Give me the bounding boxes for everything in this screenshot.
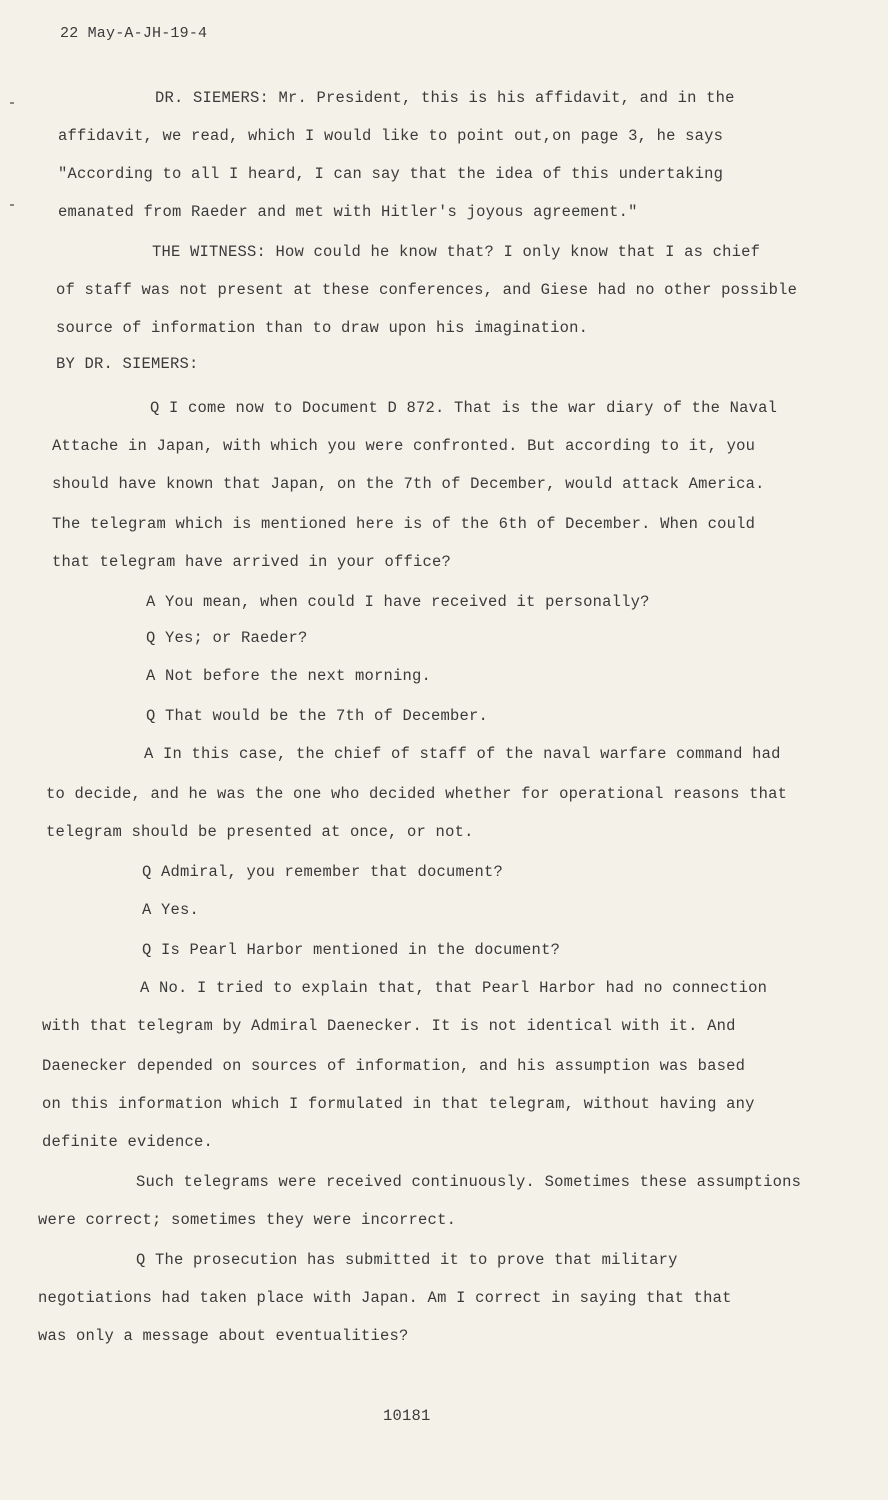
text-line: "According to all I heard, I can say that the idea of this undertaking [58, 165, 724, 183]
text-line: Such telegrams were received continuously. Sometimes these assumptions [136, 1173, 802, 1191]
page-number: 10181 [383, 1407, 431, 1425]
text-line: Q Yes; or Raeder? [146, 629, 308, 647]
text-line: A No. I tried to explain that, that Pearl Harbor had no connection [140, 979, 768, 997]
text-line: should have known that Japan, on the 7th of December, would attack America. [52, 475, 765, 493]
text-line: source of information than to draw upon his imagination. [56, 319, 589, 337]
document-reference: 22 May-A-JH-19-4 [60, 25, 208, 42]
text-line: Q That would be the 7th of December. [146, 707, 489, 725]
text-line: Attache in Japan, with which you were confronted. But according to it, you [52, 437, 756, 455]
text-line: The telegram which is mentioned here is of the 6th of December. When could [52, 515, 756, 533]
margin-mark [10, 102, 14, 104]
text-line: Q Admiral, you remember that document? [142, 863, 504, 881]
text-line: DR. SIEMERS: Mr. President, this is his affidavit, and in the [155, 89, 735, 107]
text-line: THE WITNESS: How could he know that? I only know that I as chief [152, 243, 761, 261]
text-line: negotiations had taken place with Japan. Am I correct in saying that that [38, 1289, 732, 1307]
text-line: of staff was not present at these conferences, and Giese had no other possible [56, 281, 798, 299]
text-line: to decide, and he was the one who decided whether for operational reasons that [46, 785, 788, 803]
text-line: Q I come now to Document D 872. That is the war diary of the Naval [150, 399, 778, 417]
text-line: Q Is Pearl Harbor mentioned in the document? [142, 941, 561, 959]
text-line: Daenecker depended on sources of information, and his assumption was based [42, 1057, 746, 1075]
text-line: Q The prosecution has submitted it to prove that military [136, 1251, 678, 1269]
text-line: A Yes. [142, 901, 200, 919]
text-line: affidavit, we read, which I would like to point out,on page 3, he says [58, 127, 724, 145]
text-line: were correct; sometimes they were incorrect. [38, 1211, 457, 1229]
text-line: with that telegram by Admiral Daenecker. It is not identical with it. And [42, 1017, 736, 1035]
text-line: A You mean, when could I have received it personally? [146, 593, 650, 611]
text-line: definite evidence. [42, 1133, 214, 1151]
margin-mark [10, 204, 14, 206]
text-line: A Not before the next morning. [146, 667, 432, 685]
text-line: telegram should be presented at once, or not. [46, 823, 474, 841]
text-line: that telegram have arrived in your office? [52, 553, 452, 571]
text-line: emanated from Raeder and met with Hitler's joyous agreement." [58, 203, 638, 221]
text-line: A In this case, the chief of staff of the naval warfare command had [144, 745, 781, 763]
text-line: was only a message about eventualities? [38, 1327, 409, 1345]
speaker-heading: BY DR. SIEMERS: [56, 355, 199, 373]
text-line: on this information which I formulated in that telegram, without having any [42, 1095, 755, 1113]
